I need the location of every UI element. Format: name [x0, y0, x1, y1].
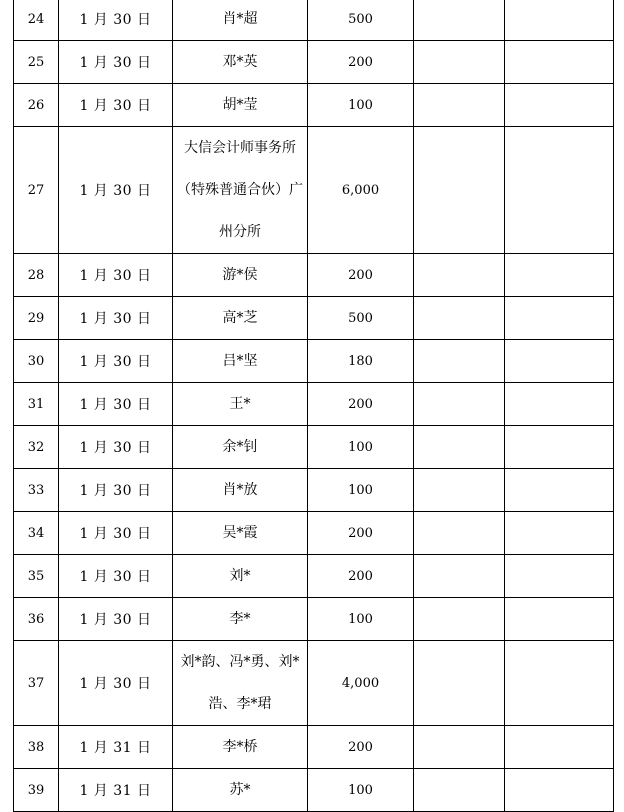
- donation-amount: 200: [308, 555, 414, 598]
- empty-cell: [414, 555, 505, 598]
- empty-cell: [505, 426, 614, 469]
- donation-amount: 100: [308, 598, 414, 641]
- donor-name: 吴*霞: [173, 512, 308, 555]
- empty-cell: [414, 41, 505, 84]
- empty-cell: [505, 555, 614, 598]
- donation-date: 1 月 30 日: [59, 127, 173, 254]
- donation-amount: 4,000: [308, 641, 414, 726]
- empty-cell: [414, 769, 505, 812]
- donation-date: 1 月 31 日: [59, 769, 173, 812]
- table-row: [14, 254, 614, 297]
- donation-amount: 200: [308, 254, 414, 297]
- table-row: [14, 41, 614, 84]
- donation-date: 1 月 31 日: [59, 726, 173, 769]
- empty-cell: [414, 127, 505, 254]
- empty-cell: [505, 469, 614, 512]
- donor-name: 肖*放: [173, 469, 308, 512]
- donation-amount: 200: [308, 726, 414, 769]
- donor-name: 高*芝: [173, 297, 308, 340]
- donor-name: 刘*: [173, 555, 308, 598]
- donation-date: 1 月 30 日: [59, 426, 173, 469]
- donation-amount: 100: [308, 469, 414, 512]
- table-row: [14, 641, 614, 726]
- donor-name: 余*钊: [173, 426, 308, 469]
- donor-name: 李*桥: [173, 726, 308, 769]
- empty-cell: [414, 0, 505, 41]
- row-number: 24: [14, 0, 59, 41]
- empty-cell: [505, 340, 614, 383]
- table-row: [14, 84, 614, 127]
- donation-date: 1 月 30 日: [59, 383, 173, 426]
- row-number: 39: [14, 769, 59, 812]
- donation-amount: 6,000: [308, 127, 414, 254]
- table-row: [14, 555, 614, 598]
- donation-date: 1 月 30 日: [59, 598, 173, 641]
- donation-date: 1 月 30 日: [59, 340, 173, 383]
- donation-table: [13, 0, 614, 812]
- empty-cell: [414, 469, 505, 512]
- donation-amount: 500: [308, 297, 414, 340]
- row-number: 38: [14, 726, 59, 769]
- table-row: [14, 340, 614, 383]
- table-row: [14, 383, 614, 426]
- donation-date: 1 月 30 日: [59, 641, 173, 726]
- row-number: 34: [14, 512, 59, 555]
- empty-cell: [505, 127, 614, 254]
- donation-amount: 200: [308, 383, 414, 426]
- empty-cell: [414, 641, 505, 726]
- table-row: [14, 726, 614, 769]
- row-number: 36: [14, 598, 59, 641]
- empty-cell: [414, 340, 505, 383]
- empty-cell: [505, 0, 614, 41]
- empty-cell: [414, 254, 505, 297]
- donation-date: 1 月 30 日: [59, 0, 173, 41]
- row-number: 26: [14, 84, 59, 127]
- empty-cell: [414, 512, 505, 555]
- row-number: 32: [14, 426, 59, 469]
- donor-name: 苏*: [173, 769, 308, 812]
- donation-date: 1 月 30 日: [59, 555, 173, 598]
- donor-name: 胡*莹: [173, 84, 308, 127]
- donation-date: 1 月 30 日: [59, 254, 173, 297]
- donor-name: 刘*韵、冯*勇、刘*浩、李*珺: [173, 641, 308, 726]
- donation-date: 1 月 30 日: [59, 41, 173, 84]
- row-number: 28: [14, 254, 59, 297]
- donation-amount: 100: [308, 426, 414, 469]
- empty-cell: [505, 598, 614, 641]
- table-row: [14, 297, 614, 340]
- empty-cell: [505, 769, 614, 812]
- row-number: 29: [14, 297, 59, 340]
- table-row: [14, 426, 614, 469]
- table-row: [14, 598, 614, 641]
- empty-cell: [505, 297, 614, 340]
- donation-date: 1 月 30 日: [59, 297, 173, 340]
- donation-date: 1 月 30 日: [59, 84, 173, 127]
- donation-amount: 200: [308, 512, 414, 555]
- row-number: 25: [14, 41, 59, 84]
- empty-cell: [505, 41, 614, 84]
- table-row: [14, 127, 614, 254]
- row-number: 33: [14, 469, 59, 512]
- empty-cell: [505, 641, 614, 726]
- empty-cell: [414, 297, 505, 340]
- row-number: 30: [14, 340, 59, 383]
- table-row: [14, 469, 614, 512]
- donation-amount: 100: [308, 84, 414, 127]
- donor-name: 邓*英: [173, 41, 308, 84]
- donation-amount: 180: [308, 340, 414, 383]
- donation-amount: 500: [308, 0, 414, 41]
- empty-cell: [505, 726, 614, 769]
- empty-cell: [505, 512, 614, 555]
- row-number: 37: [14, 641, 59, 726]
- row-number: 27: [14, 127, 59, 254]
- empty-cell: [414, 726, 505, 769]
- empty-cell: [505, 383, 614, 426]
- donation-amount: 200: [308, 41, 414, 84]
- table-row: [14, 0, 614, 41]
- row-number: 35: [14, 555, 59, 598]
- table-row: [14, 512, 614, 555]
- donor-name: 王*: [173, 383, 308, 426]
- empty-cell: [414, 383, 505, 426]
- table-row: [14, 769, 614, 812]
- donor-name: 游*侯: [173, 254, 308, 297]
- donation-amount: 100: [308, 769, 414, 812]
- empty-cell: [505, 254, 614, 297]
- empty-cell: [505, 84, 614, 127]
- empty-cell: [414, 598, 505, 641]
- donor-name: 李*: [173, 598, 308, 641]
- donor-name: 肖*超: [173, 0, 308, 41]
- donor-name: 大信会计师事务所（特殊普通合伙）广州分所: [173, 127, 308, 254]
- row-number: 31: [14, 383, 59, 426]
- empty-cell: [414, 84, 505, 127]
- donor-name: 吕*坚: [173, 340, 308, 383]
- donation-date: 1 月 30 日: [59, 512, 173, 555]
- donation-date: 1 月 30 日: [59, 469, 173, 512]
- empty-cell: [414, 426, 505, 469]
